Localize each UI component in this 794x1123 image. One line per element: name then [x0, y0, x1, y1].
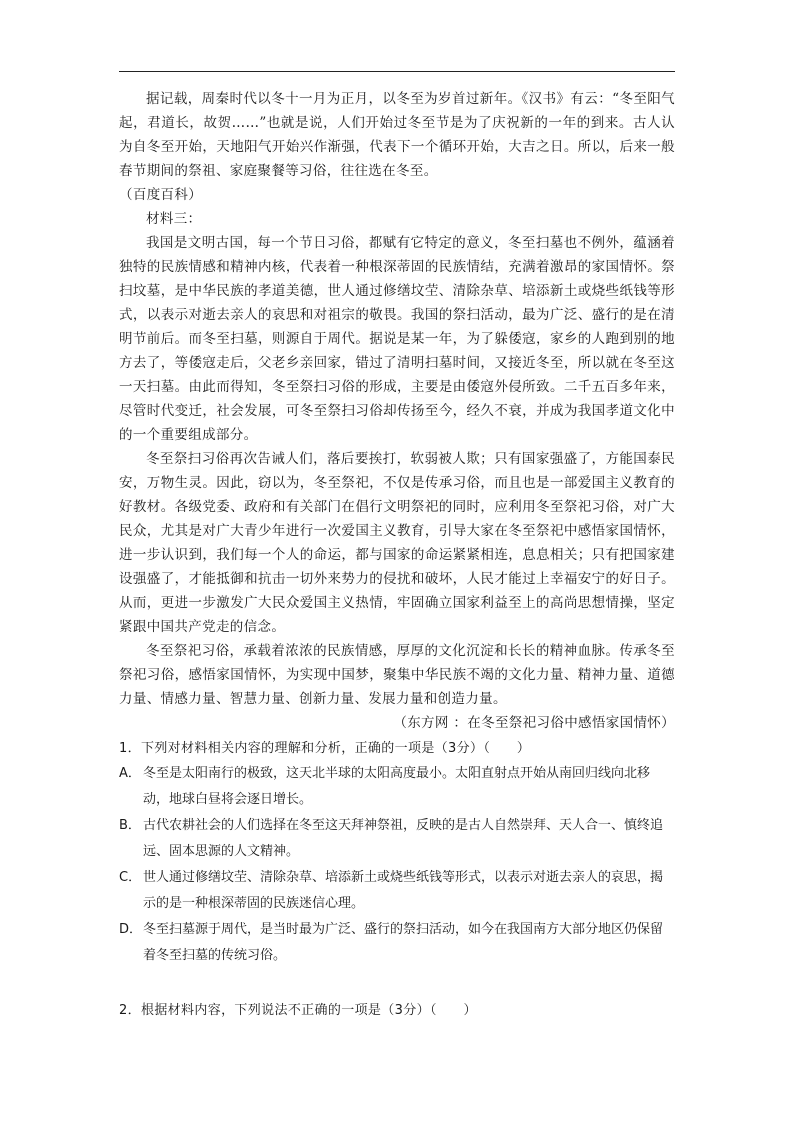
option-letter: D．	[119, 922, 143, 937]
question-1-option-a	[119, 761, 675, 813]
passage-paragraph-4: 冬至祭祀习俗，承载着浓浓的民族情感，厚厚的文化沉淀和长长的精神血脉。传承冬至祭祀习俗，感悟家国情怀，为实现中国梦，聚集中华民族不竭的文化力量、精神力量、道德力量、情感力量、智慧力量、创新力量、发展力量和创造力量。	[119, 643, 675, 707]
source-citation-eastday: （东方网 ：在冬至祭祀习俗中感悟家国情怀）	[393, 715, 675, 731]
passage-paragraph-2: 我国是文明古国，每一个节日习俗，都赋有它特定的意义，冬至扫墓也不例外，蕴涵着独特的民族情感和精神内核，代表着一种根深蒂固的民族情结，充满着激昂的家国情怀。祭扫坟墓，是中华民族的孝道美德，世人通过修缮坟茔、清除杂草、培添新土或烧些纸钱等形式，以表示对逝去亲人的哀思和对祖宗的敬畏。我国的祭扫活动，最为广泛、盛行的是在清明节前后。而冬至扫墓，则源自于周代。据说是某一年，为了躲倭寇，家乡的人跑到别的地方去了，等倭寇走后，父老乡亲回家，错过了清明扫墓时间，又接近冬至，所以就在冬至这一天扫墓。由此而得知，冬至祭扫习俗的形成，主要是由倭寇外侵所致。二千五百多年来，尽管时代变迁，社会发展，可冬至祭扫习俗却传扬至今，经久不衰，并成为我国孝道文化中的一个重要组成部分。	[119, 235, 675, 443]
option-text: 世人通过修缮坟茔、清除杂草、培添新土或烧些纸钱等形式，以表示对逝去亲人的哀思，揭示的是一种根深蒂固的民族迷信心理。	[143, 870, 664, 911]
question-1-option-d	[119, 917, 675, 969]
question-1-option-b	[119, 813, 675, 865]
question-spacer	[119, 969, 675, 997]
option-text: 冬至是太阳南行的极致，这天北半球的太阳高度最小。太阳直射点开始从南回归线向北移动，地球白昼将会逐日增长。	[143, 766, 651, 807]
option-text: 古代农耕社会的人们选择在冬至这天拜神祭祖，反映的是古人自然崇拜、天人合一、慎终追远、固本思源的人文精神。	[143, 818, 664, 859]
option-text: 冬至扫墓源于周代，是当时最为广泛、盛行的祭扫活动，如今在我国南方大部分地区仍保留着冬至扫墓的传统习俗。	[143, 922, 664, 963]
header-rule	[119, 71, 675, 72]
option-letter: A．	[119, 766, 141, 781]
option-letter: C．	[119, 870, 142, 885]
option-letter: B．	[119, 818, 141, 833]
material-3-heading: 材料三：	[146, 211, 202, 227]
source-citation-baidu: （百度百科）	[119, 187, 203, 203]
question-2-stem: 2．根据材料内容，下列说法不正确的一项是（3分）（ ）	[119, 1003, 477, 1018]
question-1-stem: 1．下列对材料相关内容的理解和分析，正确的一项是（3分）（ ）	[119, 741, 531, 756]
document-body	[119, 87, 675, 1023]
passage-paragraph-1: 据记载，周秦时代以冬十一月为正月，以冬至为岁首过新年。《汉书》有云：“冬至阳气起，君道长，故贺……”也就是说，人们开始过冬至节是为了庆祝新的一年的到来。古人认为自冬至开始，天地阳气开始兴作渐强，代表下一个循环开始，大吉之日。所以，后来一般春节期间的祭祖、家庭聚餐等习俗，往往选在冬至。	[119, 91, 675, 179]
passage-paragraph-3: 冬至祭扫习俗再次告诫人们，落后要挨打，软弱被人欺；只有国家强盛了，方能国泰民安，万物生灵。因此，窃以为，冬至祭祀，不仅是传承习俗，而且也是一部爱国主义教育的好教材。各级党委、政府和有关部门在倡行文明祭祀的同时，应利用冬至祭祀习俗，对广大民众，尤其是对广大青少年进行一次爱国主义教育，引导大家在冬至祭祀中感悟家国情怀，进一步认识到，我们每一个人的命运，都与国家的命运紧紧相连，息息相关；只有把国家建设强盛了，才能抵御和抗击一切外来势力的侵扰和破坏，人民才能过上幸福安宁的好日子。从而，更进一步激发广大民众爱国主义热情，牢固确立国家利益至上的高尚思想情操，坚定紧跟中国共产党走的信念。	[119, 451, 675, 635]
question-1-option-c	[119, 865, 675, 917]
